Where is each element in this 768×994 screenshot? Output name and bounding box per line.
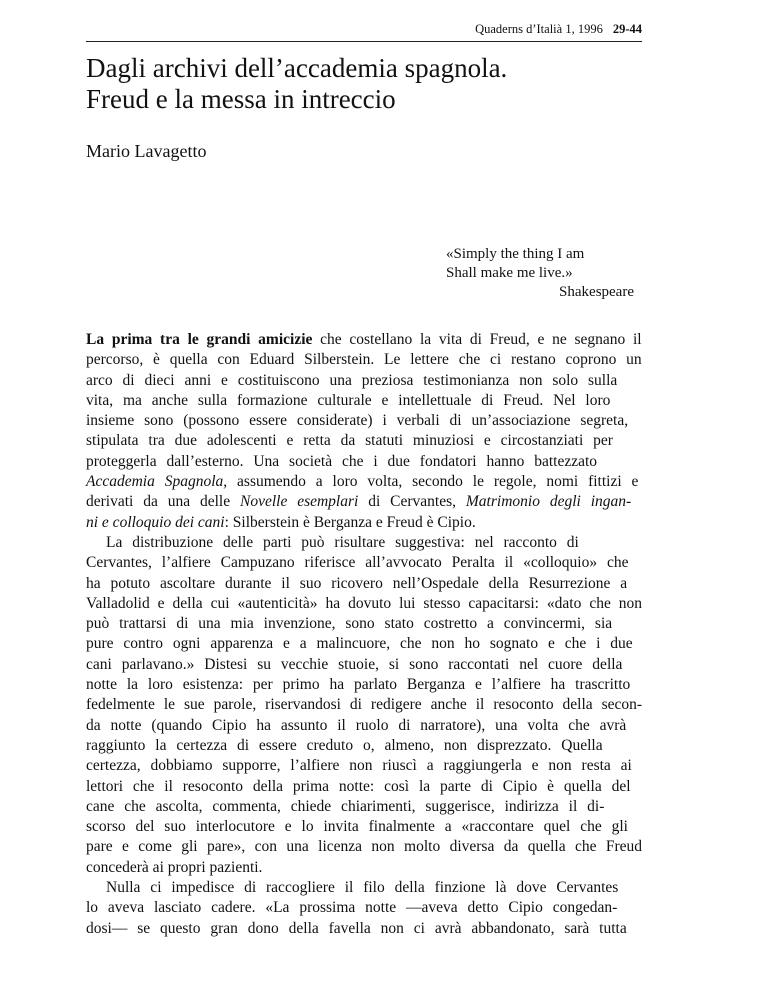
page-range: 29-44 (612, 22, 642, 36)
body-line: Cervantes, l’alfiere Campuzano riferisce all’avvocato Peralta il «colloquio» che (86, 554, 629, 572)
body-line: ha potuto ascoltare durante il suo ricovero nell’Ospedale della Resurrezione a (86, 574, 628, 592)
lead-in: La prima tra le grandi amicizie (86, 331, 313, 348)
header-rule (86, 41, 642, 42)
body-line: concederà ai propri pazienti. (86, 858, 263, 876)
body-line: da notte (quando Cipio ha assunto il ruolo di narratore), una volta che avrà (86, 716, 627, 734)
body-line: derivati da una delle Novelle esemplari di Cervantes, Matrimonio degli ingan- (86, 493, 632, 511)
body-line: Valladolid e della cui «autenticità» ha dovuto lui stesso capacitarsi: «dato che non (86, 594, 643, 612)
body-line: vita, ma anche sulla formazione culturale e intellettuale di Freud. Nel loro (86, 391, 611, 409)
body-line: pure contro ogni apparenza e a malincuore, che non ho sognato e che i due (86, 635, 633, 653)
body-line: ni e colloquio dei cani: Silberstein è Berganza e Freud è Cipio. (86, 513, 476, 531)
body-line: proteggerla dall’esterno. Una società che i due fondatori hanno battezzato (86, 452, 598, 470)
italic-title: Accademia Spagnola (86, 473, 224, 491)
article-title (86, 53, 646, 115)
body-line: scorso del suo interlocutore e lo invita finalmente a «raccontare quel che gli (86, 818, 628, 836)
body-line: fedelmente le sue parole, riservandosi di redigere anche il resoconto della secon- (86, 696, 643, 714)
body-text (86, 330, 642, 939)
title-line-2: Freud e la messa in intreccio (86, 84, 396, 114)
epigraph (446, 245, 634, 302)
body-line: stipulata tra due adolescenti e retta da statuti minuziosi e circostanziati per (86, 432, 613, 450)
body-line: La distribuzione delle parti può risultare suggestiva: nel racconto di (106, 533, 579, 551)
body-line: cani parlavano.» Distesi su vecchie stuoie, si sono raccontati nel cuore della (86, 655, 623, 673)
body-line: Accademia Spagnola, assumendo a loro volta, secondo le regole, nomi fittizi e (86, 473, 639, 491)
epigraph-line-2: Shall make me live.» (446, 265, 573, 281)
italic-title: Matrimonio degli ingan- (465, 493, 632, 511)
epigraph-line-1: «Simply the thing I am (446, 246, 585, 262)
journal-citation: Quaderns d’Italià 1, 1996 (475, 22, 603, 36)
body-line: insieme sono (possono essere considerate) i verbali di un’associazione segreta, (86, 412, 629, 430)
body-line: percorso, è quella con Eduard Silberstein. Le lettere che ci restano coprono un (86, 351, 642, 369)
body-line: notte la loro esistenza: per primo ha parlato Berganza e l’alfiere ha trascritto (86, 676, 631, 694)
body-line: può trattarsi di una mia invenzione, sono stato costretto a convincermi, sia (86, 615, 613, 633)
body-line: Nulla ci impedisce di raccogliere il filo della finzione là dove Cervantes (106, 879, 619, 897)
author-name: Mario Lavagetto (86, 141, 207, 161)
body-line: dosi— se questo gran dono della favella non ci avrà abbandonato, sarà tutta (86, 919, 627, 937)
body-line: raggiunto la certezza di essere creduto o, almeno, non disprezzato. Quella (86, 736, 603, 754)
title-line-1: Dagli archivi dell’accademia spagnola. (86, 53, 508, 83)
body-line: cane che ascolta, commenta, chiede chiarimenti, suggerisce, indirizza il di- (86, 797, 605, 815)
epigraph-source: Shakespeare (559, 284, 634, 300)
body-line: arco di dieci anni e costituiscono una preziosa testimonianza non solo sulla (86, 371, 618, 389)
body-line: certezza, dobbiamo supporre, l’alfiere non riuscì a raggiungerla e non resta ai (86, 757, 632, 775)
italic-title: Novelle esemplari (239, 493, 359, 511)
body-line: lo aveva lasciato cadere. «La prossima notte —aveva detto Cipio congedan- (86, 899, 618, 917)
body-line: lettori che il resoconto della prima notte: così la parte di Cipio è quella del (86, 777, 631, 795)
body-line: pare e come gli pare», con una licenza non molto diversa da quella che Freud (86, 838, 643, 856)
body-line: La prima tra le grandi amicizie che costellano la vita di Freud, e ne segnano il (86, 331, 642, 348)
italic-title: ni e colloquio dei cani (86, 513, 225, 531)
running-head (86, 22, 642, 37)
